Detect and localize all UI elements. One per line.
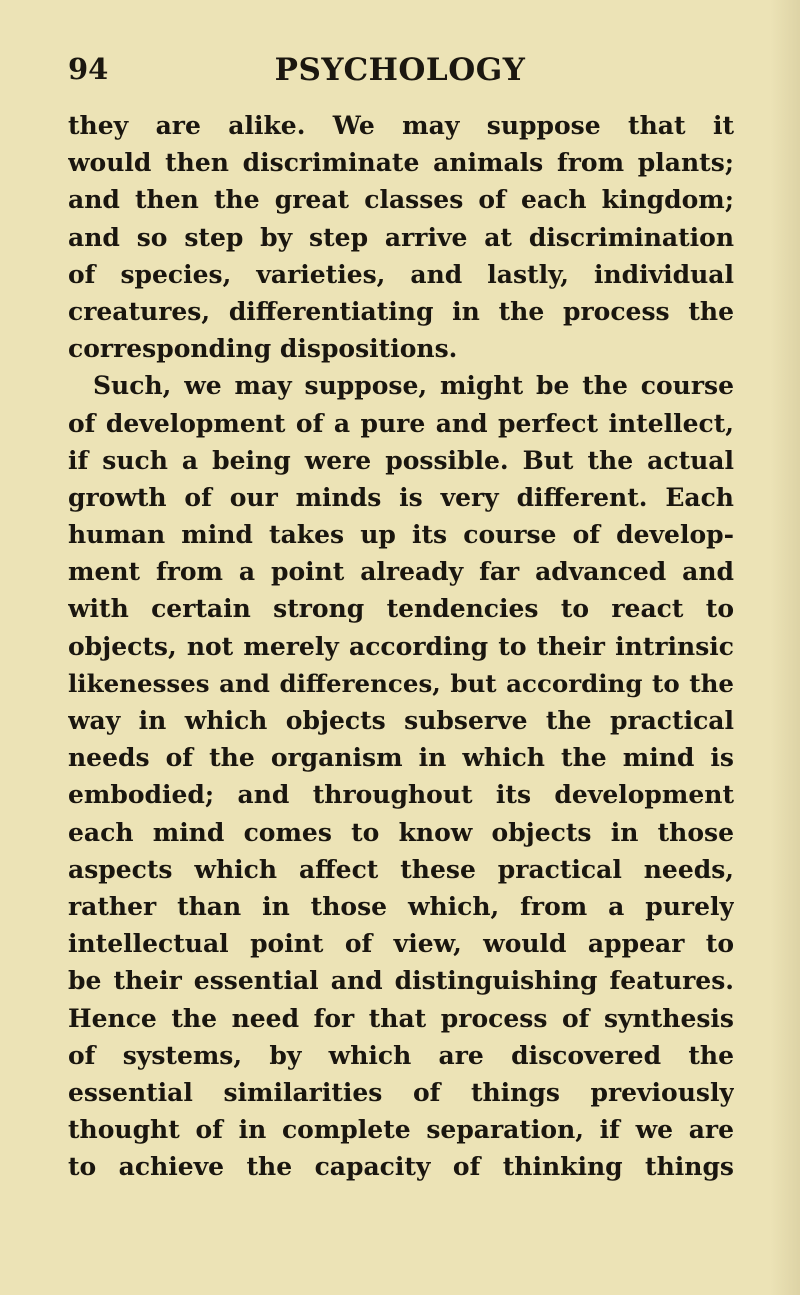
text-line: way in which objects subserve the practical — [68, 706, 734, 735]
text-line: aspects which affect these practical needs, — [68, 854, 734, 884]
page-edge-shadow — [770, 0, 800, 1295]
text-line: they are alike. We may suppose that it — [68, 111, 734, 140]
page-header — [68, 52, 732, 98]
text-line: and so step by step arrive at discrimination — [68, 222, 734, 252]
text-line: of systems, by which are discovered the — [68, 1040, 734, 1070]
text-line: growth of our minds is very different. Each — [68, 482, 734, 512]
text-line: likenesses and differences, but according to the — [68, 668, 734, 698]
text-line: with certain strong tendencies to react to — [68, 594, 734, 624]
text-line: objects, not merely according to their intrinsic — [68, 631, 734, 661]
body-text — [68, 107, 734, 1185]
text-line: of species, varieties, and lastly, individual — [68, 259, 734, 289]
text-line: to achieve the capacity of thinking things — [68, 1152, 734, 1182]
text-line: needs of the organism in which the mind is — [68, 743, 734, 773]
text-line: each mind comes to know objects in those — [68, 817, 734, 847]
text-line: and then the great classes of each kingdom; — [68, 185, 734, 215]
text-line: intellectual point of view, would appear to — [68, 929, 734, 959]
text-line: if such a being were possible. But the actual — [68, 445, 734, 475]
text-line: embodied; and throughout its development — [68, 780, 734, 810]
text-line: would then discriminate animals from plants; — [68, 148, 734, 178]
text-line: human mind takes up its course of develop- — [68, 520, 734, 550]
page-number: 94 — [68, 52, 109, 86]
text-line: essential similarities of things previously — [68, 1077, 734, 1107]
text-line: thought of in complete separation, if we are — [68, 1115, 734, 1145]
running-title: PSYCHOLOGY — [274, 52, 526, 88]
text-line: creatures, differentiating in the process the — [68, 296, 734, 326]
text-line: be their essential and distinguishing features. — [68, 966, 734, 996]
text-line: of development of a pure and perfect intellect, — [68, 408, 734, 438]
text-line: Such, we may suppose, might be the course — [93, 371, 734, 401]
text-line: corresponding dispositions. — [68, 334, 458, 364]
text-line: ment from a point already far advanced and — [68, 557, 734, 587]
text-line: Hence the need for that process of synthesis — [68, 1003, 734, 1033]
text-line: rather than in those which, from a purely — [68, 891, 734, 921]
